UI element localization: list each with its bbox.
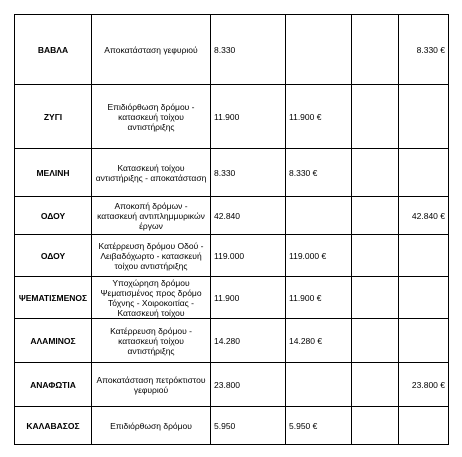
table-row [15,277,449,319]
allocation-col-4 [286,15,352,85]
allocation-col-5 [352,15,399,85]
project-description: Κατασκευή τοίχου αντιστήριξης - αποκατάσταση [92,149,211,197]
village-name: ΑΛΑΜΙΝΟΣ [15,319,92,363]
project-description: Υποχώρηση δρόμου Ψεματισμένος προς δρόμο Τόχνης - Χοιροκοιτίας - Κατασκευή τοίχου [92,277,211,319]
project-amount: 11.900 [211,85,286,149]
village-name: ΟΔΟΥ [15,197,92,235]
project-amount: 8.330 [211,15,286,85]
table-row [15,15,449,85]
allocation-col-5 [352,197,399,235]
allocation-col-4: 5.950 € [286,407,352,445]
project-amount: 11.900 [211,277,286,319]
village-name: ΟΔΟΥ [15,235,92,277]
table-row [15,363,449,407]
allocation-col-4: 8.330 € [286,149,352,197]
table-row [15,85,449,149]
allocation-col-4: 119.000 € [286,235,352,277]
table-row [15,235,449,277]
allocation-col-4: 11.900 € [286,85,352,149]
allocation-col-5 [352,319,399,363]
project-description: Αποκοπή δρόμων - κατασκευή αντιπλημμυρικών έργων [92,197,211,235]
projects-table [14,14,449,445]
village-name: ΒΑΒΛΑ [15,15,92,85]
allocation-col-6 [399,85,449,149]
project-amount: 8.330 [211,149,286,197]
allocation-col-5 [352,407,399,445]
village-name: ΜΕΛΙΝΗ [15,149,92,197]
allocation-col-4 [286,363,352,407]
table-row [15,149,449,197]
project-description: Αποκατάσταση πετρόκτιστου γεφυριού [92,363,211,407]
allocation-col-6 [399,149,449,197]
table-row [15,407,449,445]
project-amount: 119.000 [211,235,286,277]
allocation-col-5 [352,235,399,277]
allocation-col-5 [352,85,399,149]
village-name: ΑΝΑΦΩΤΙΑ [15,363,92,407]
allocation-col-6 [399,235,449,277]
project-description: Κατέρρευση δρόμου Οδού - Λειβαδόχωρτο - κατασκευή τοίχου αντιστήριξης [92,235,211,277]
project-description: Επιδιόρθωση δρόμου - κατασκευή τοίχου αντιστήριξης [92,85,211,149]
project-amount: 5.950 [211,407,286,445]
project-amount: 23.800 [211,363,286,407]
allocation-col-6: 42.840 € [399,197,449,235]
project-description: Αποκατάσταση γεφυριού [92,15,211,85]
village-name: ΖΥΓΙ [15,85,92,149]
allocation-col-6 [399,407,449,445]
allocation-col-5 [352,149,399,197]
allocation-col-5 [352,277,399,319]
allocation-col-4: 14.280 € [286,319,352,363]
table-row [15,197,449,235]
allocation-col-4 [286,197,352,235]
table-row [15,319,449,363]
village-name: ΚΑΛΑΒΑΣΟΣ [15,407,92,445]
allocation-col-6 [399,277,449,319]
project-description: Κατέρρευση δρόμου - κατασκευή τοίχου αντιστήριξης [92,319,211,363]
allocation-col-5 [352,363,399,407]
allocation-col-4: 11.900 € [286,277,352,319]
project-description: Επιδιόρθωση δρόμου [92,407,211,445]
allocation-col-6: 23.800 € [399,363,449,407]
project-amount: 14.280 [211,319,286,363]
village-name: ΨΕΜΑΤΙΣΜΕΝΟΣ [15,277,92,319]
allocation-col-6: 8.330 € [399,15,449,85]
allocation-col-6 [399,319,449,363]
project-amount: 42.840 [211,197,286,235]
